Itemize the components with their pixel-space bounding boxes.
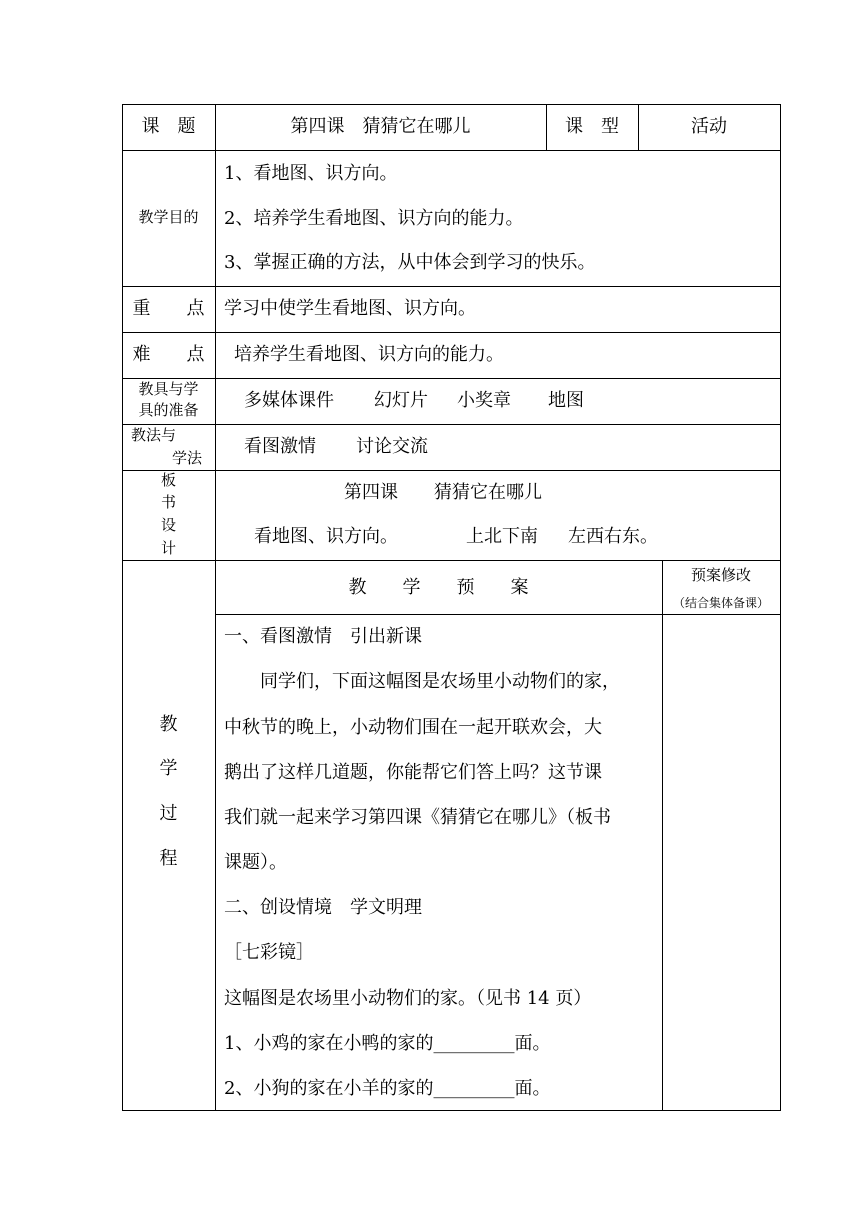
- tools-label: 具的准备: [138, 401, 199, 419]
- plan-line: 这幅图是农场里小动物们的家。（见书 14 页）: [224, 988, 592, 1009]
- board-line-c: 左西右东。: [568, 526, 658, 547]
- plan-line: 我们就一起来学习第四课《猜猜它在哪儿》（板书: [224, 807, 611, 828]
- row-divider: [122, 470, 781, 471]
- column-divider: [662, 560, 663, 1111]
- tool-item: 多媒体课件: [244, 390, 334, 411]
- table-border-top: [122, 104, 781, 105]
- methods-label: 学法: [172, 449, 203, 467]
- process-label-char: 学: [159, 758, 178, 779]
- method-item: 看图激情: [244, 436, 316, 457]
- board-label-char: 板: [161, 471, 177, 489]
- row-divider: [122, 286, 781, 287]
- plan-line: 同学们，下面这幅图是农场里小动物们的家，: [224, 671, 620, 692]
- topic-label: 课 题: [141, 116, 196, 137]
- tools-label: 教具与学: [138, 380, 199, 398]
- topic-value: 第四课 猜猜它在哪儿: [290, 116, 471, 137]
- board-line-b: 上北下南: [466, 526, 538, 547]
- objectives-label: 教学目的: [138, 208, 199, 226]
- row-divider: [122, 378, 781, 379]
- board-label-char: 计: [161, 539, 177, 557]
- table-border-right: [780, 104, 781, 1111]
- plan-line: 一、看图激情 引出新课: [224, 626, 422, 647]
- methods-label: 教法与: [131, 426, 177, 444]
- tool-item: 地图: [548, 390, 584, 411]
- plan-line: 课题）。: [224, 852, 287, 873]
- difficulty-label: 难 点: [132, 344, 205, 365]
- board-line-a: 看地图、识方向。: [254, 526, 398, 547]
- plan-line: 二、创设情境 学文明理: [224, 897, 422, 918]
- row-divider: [122, 560, 781, 561]
- key-point-value: 学习中使学生看地图、识方向。: [224, 298, 476, 319]
- tool-item: 小奖章: [457, 390, 511, 411]
- plan-line: ［七彩镜］: [224, 942, 314, 963]
- board-label-char: 设: [161, 516, 177, 534]
- type-value: 活动: [691, 116, 727, 137]
- process-label-char: 教: [159, 714, 178, 735]
- plan-line: 1、小鸡的家在小鸭的家的_________面。: [224, 1033, 551, 1054]
- revision-header: 预案修改: [690, 566, 751, 584]
- objective-item: 2、培养学生看地图、识方向的能力。: [224, 208, 524, 229]
- key-point-label: 重 点: [132, 298, 205, 319]
- row-divider: [122, 424, 781, 425]
- method-item: 讨论交流: [356, 436, 428, 457]
- plan-line: 鹅出了这样几道题，你能帮它们答上吗？这节课: [224, 762, 602, 783]
- tool-item: 幻灯片: [374, 390, 428, 411]
- difficulty-value: 培养学生看地图、识方向的能力。: [234, 344, 504, 365]
- type-label: 课 型: [565, 116, 619, 137]
- board-title: 第四课 猜猜它在哪儿: [344, 482, 542, 503]
- table-border-left: [122, 104, 123, 1111]
- plan-line: 2、小狗的家在小羊的家的_________面。: [224, 1078, 551, 1099]
- column-divider: [215, 104, 216, 1111]
- process-label-char: 过: [159, 803, 178, 824]
- board-label-char: 书: [161, 493, 177, 511]
- objective-item: 1、看地图、识方向。: [224, 163, 398, 184]
- revision-subheader: （结合集体备课）: [672, 596, 769, 610]
- process-label-char: 程: [159, 848, 178, 869]
- objective-item: 3、掌握正确的方法，从中体会到学习的快乐。: [224, 252, 596, 273]
- plan-header: 教 学 预 案: [348, 577, 529, 598]
- row-divider: [215, 614, 781, 615]
- table-border-bottom: [122, 1110, 781, 1111]
- row-divider: [122, 150, 781, 151]
- plan-line: 中秋节的晚上，小动物们围在一起开联欢会，大: [224, 717, 602, 738]
- row-divider: [122, 332, 781, 333]
